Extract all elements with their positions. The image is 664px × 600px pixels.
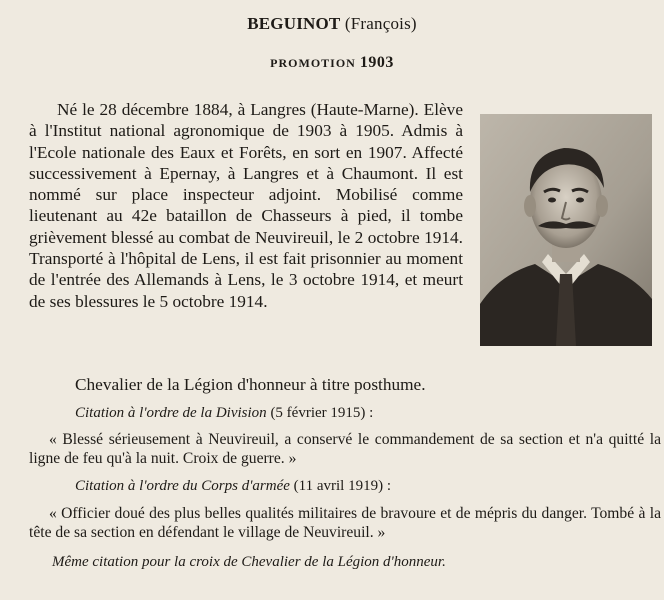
citation-2-heading bbox=[75, 478, 391, 495]
citation-1-colon: : bbox=[369, 405, 374, 421]
citation-2-text: « Officier doué des plus belles qualités militaires de bravoure et de mépris du danger. Tombé à la tête de sa section en défendant le village de Neuvireuil. » bbox=[29, 505, 661, 541]
final-note: Même citation pour la croix de Chevalier de la Légion d'honneur. bbox=[52, 554, 446, 570]
page-title bbox=[0, 14, 664, 34]
promotion-label: PROMOTION bbox=[270, 56, 356, 70]
legion-honour-line: Chevalier de la Légion d'honneur à titre posthume. bbox=[75, 375, 426, 394]
citation-2-title: Citation à l'ordre du Corps d'armée bbox=[75, 478, 290, 494]
citation-1-text: « Blessé sérieusement à Neuvireuil, a conservé le commandement de sa section et n'a quitté la ligne de feu qu'à la nuit. Croix de guerre. » bbox=[29, 431, 661, 467]
portrait-photo bbox=[480, 114, 652, 346]
citation-1-heading bbox=[75, 405, 373, 422]
given-name: (François) bbox=[344, 14, 417, 33]
citation-2-date: (11 avril 1919) bbox=[293, 478, 384, 494]
promotion-line bbox=[0, 54, 664, 72]
citation-1-date: (5 février 1915) bbox=[270, 405, 366, 421]
citation-2-colon: : bbox=[386, 478, 391, 494]
surname: BEGUINOT bbox=[247, 14, 341, 33]
citation-1-title: Citation à l'ordre de la Division bbox=[75, 405, 267, 421]
biography-paragraph: Né le 28 décembre 1884, à Langres (Haute-Marne). Elève à l'Institut national agronomique de 1903 à 1905. Admis à l'Ecole nationale des Eaux et Forêts, en sort en 1907. Affecté successivement à Epernay, à Langres et à Chaumont. Il est nommé sur place inspecteur adjoint. Mobilisé comme lieutenant au 42e bataillon de Chasseurs à pied, il tombe grièvement blessé au combat de Neuvireuil, le 2 octobre 1914. Transporté à l'hôpital de Lens, il est fait prisonnier au moment de l'entrée des Allemands à Lens, le 3 octobre 1914, et meurt de ses blessures le 5 octobre 1914. bbox=[29, 100, 463, 311]
promotion-year: 1903 bbox=[359, 54, 394, 71]
